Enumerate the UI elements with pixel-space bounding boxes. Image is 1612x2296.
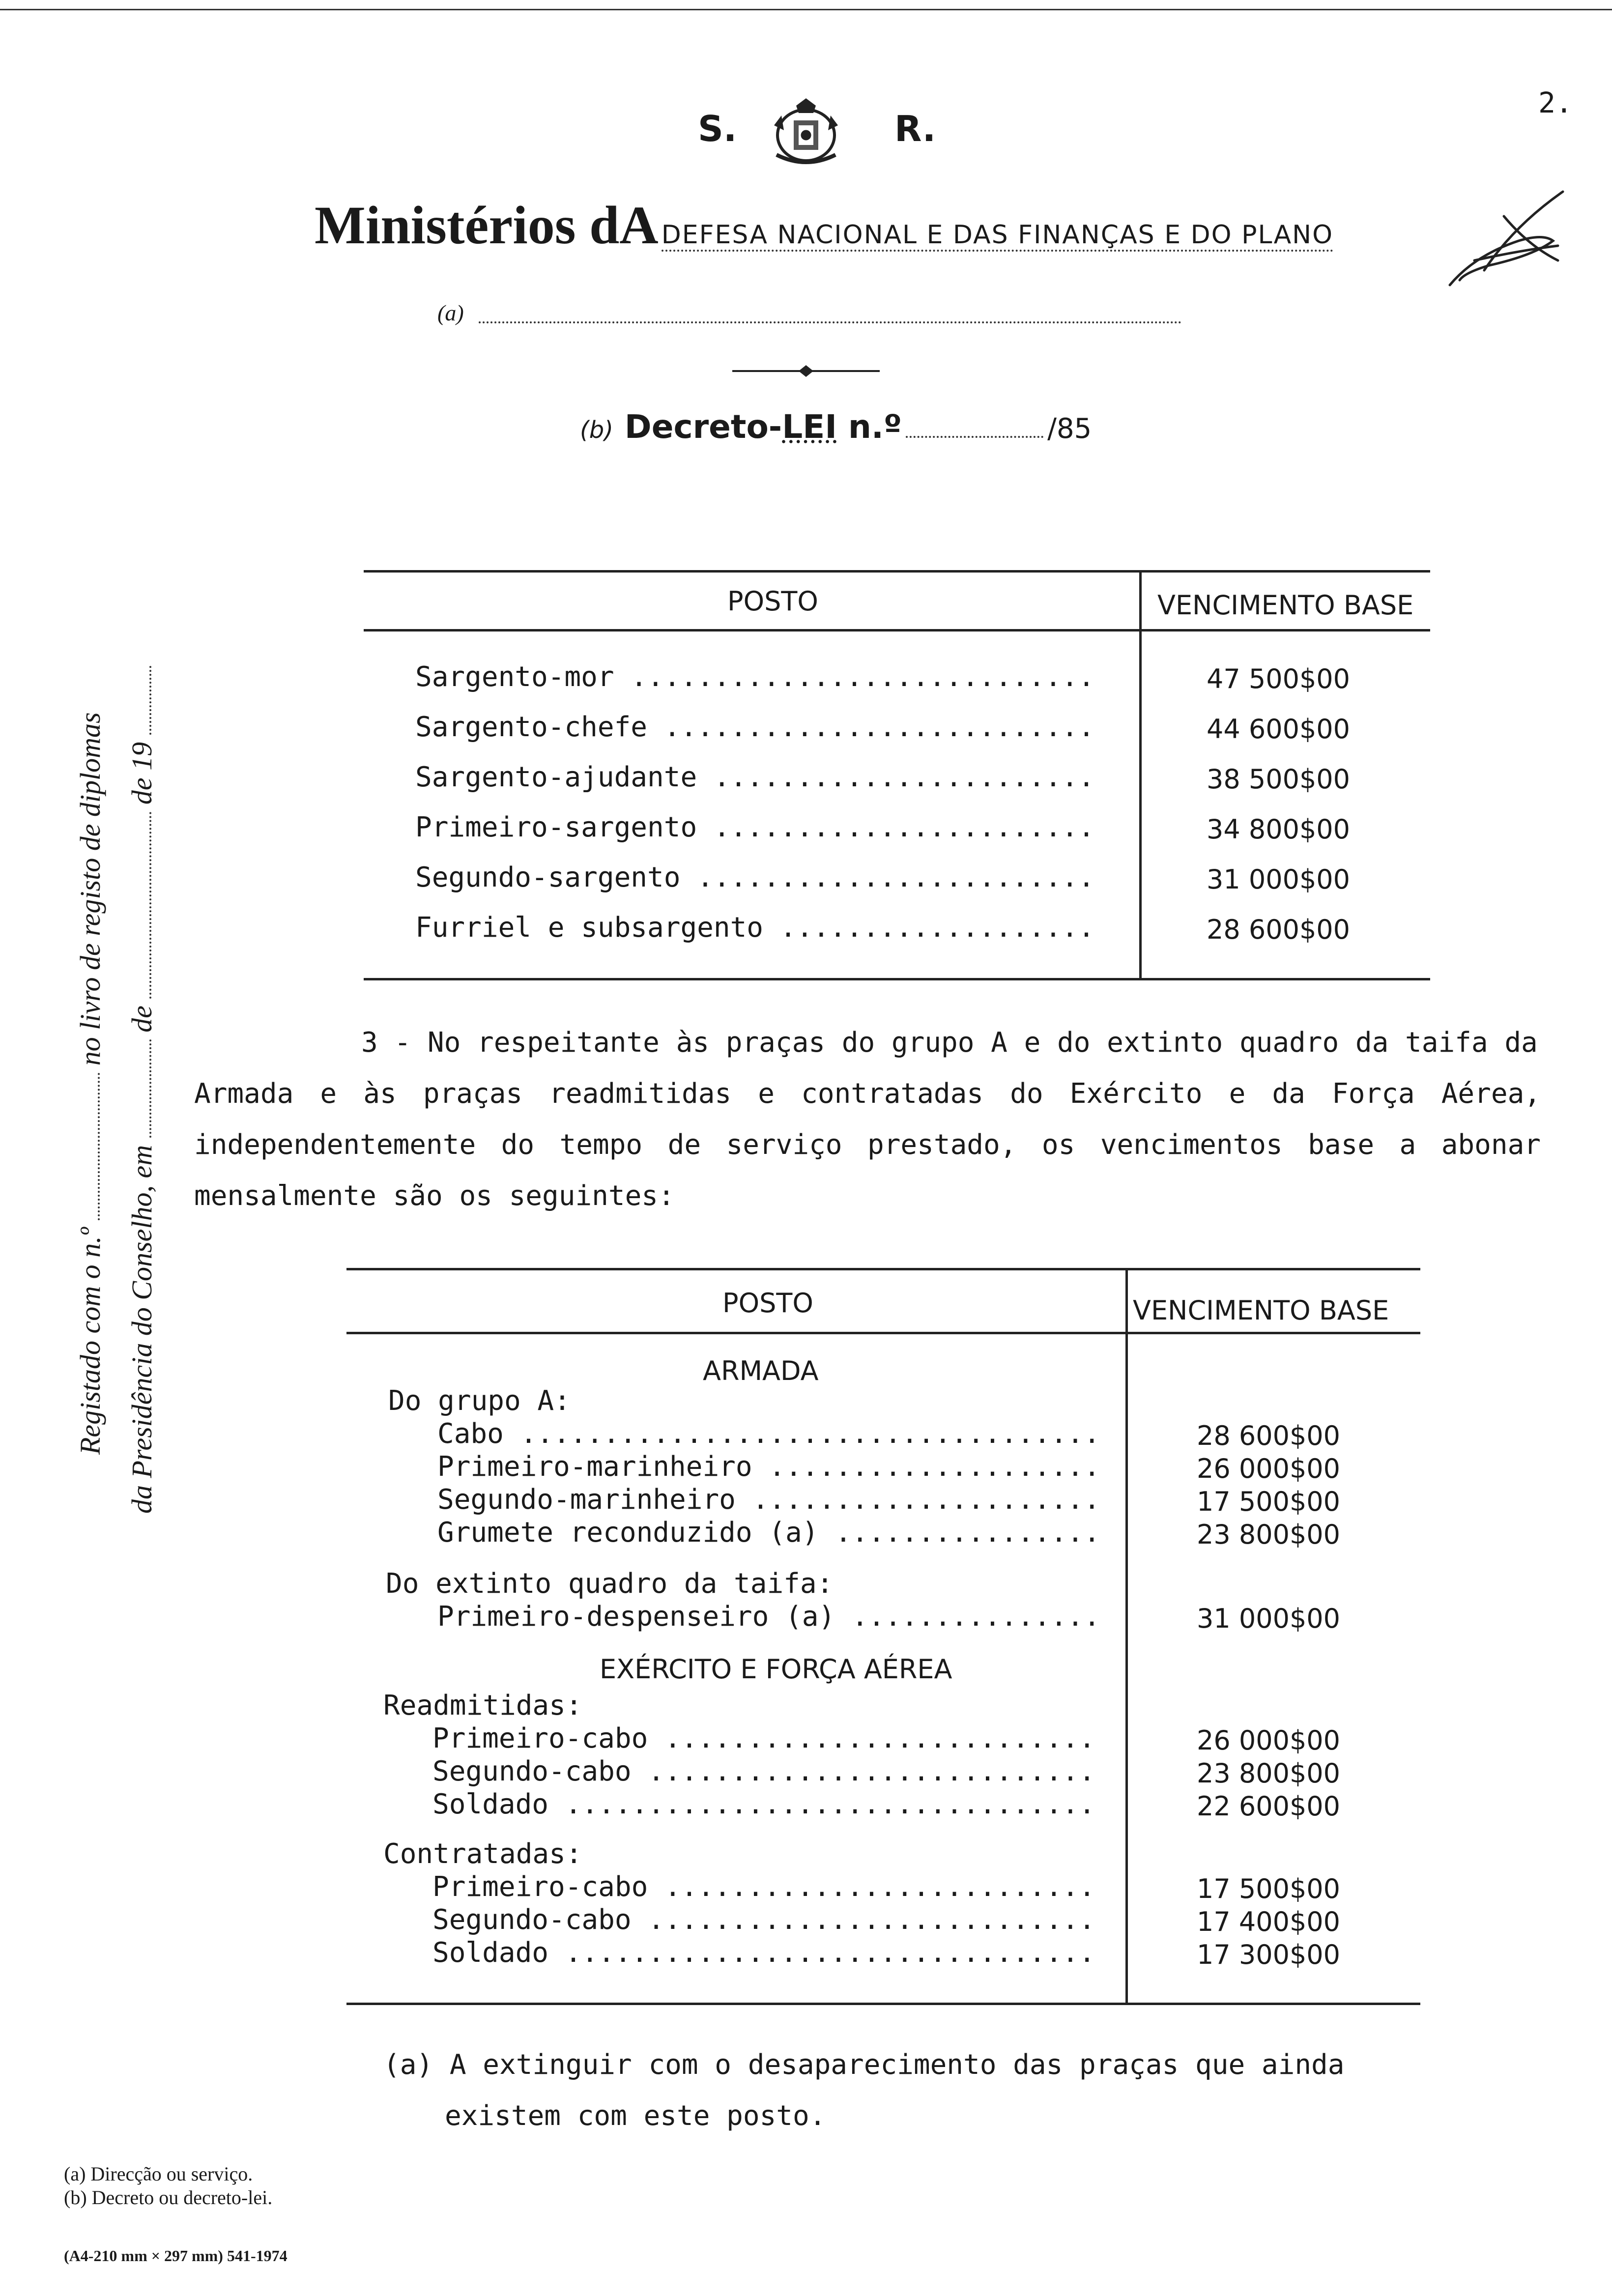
- decreto-n: n.º: [848, 408, 902, 446]
- table-cell-value: 26 000$00: [1197, 1453, 1341, 1484]
- table-cell-value: 26 000$00: [1197, 1725, 1341, 1756]
- margin-text-2: da Presidência do Conselho, em: [126, 1145, 158, 1514]
- table-sargentos: [364, 570, 1430, 988]
- group-heading: Do grupo A:: [388, 1385, 571, 1417]
- table-cell-value: 22 600$00: [1197, 1791, 1341, 1822]
- footnote-line-1: (a) A extinguir com o desaparecimento das praças que ainda: [383, 2049, 1345, 2081]
- decreto-b-label: (b): [580, 416, 613, 444]
- table-row: Primeiro-cabo ..........................: [432, 1871, 1095, 1903]
- ministerio-label: Ministérios dA: [315, 195, 659, 255]
- table-row: Segundo-sargento ........................: [415, 861, 1095, 893]
- footnote-line-2: existem com este posto.: [445, 2100, 826, 2132]
- top-rule: [0, 9, 1612, 10]
- table-row: Grumete reconduzido (a) ................: [437, 1517, 1100, 1549]
- ornamental-divider: [732, 361, 880, 381]
- table-cell-value: 38 500$00: [1207, 764, 1351, 795]
- table-cell-value: 31 000$00: [1197, 1603, 1341, 1634]
- table2-column-divider: [1125, 1268, 1128, 2005]
- margin-blank-3: [135, 812, 151, 999]
- page-number: 2.: [1538, 86, 1573, 119]
- table-row: Soldado ................................: [432, 1937, 1095, 1969]
- margin-blank-4: [135, 666, 151, 735]
- table-row: Primeiro-marinheiro ....................: [437, 1451, 1100, 1483]
- table-footnote: [383, 2039, 1366, 2142]
- direction-blank: [479, 307, 1181, 323]
- table1-header-posto: POSTO: [727, 586, 818, 617]
- margin-registration-line2: [125, 666, 158, 1514]
- table-row: Segundo-cabo ...........................: [432, 1755, 1095, 1787]
- table1-top-rule: [364, 570, 1430, 573]
- decreto-year: /85: [1047, 413, 1092, 445]
- sr-right: R.: [894, 108, 936, 149]
- table-row: Furriel e subsargento ...................: [415, 912, 1095, 944]
- table-cell-value: 17 400$00: [1197, 1906, 1341, 1937]
- margin-text-1b: no livro de registo de diplomas: [74, 712, 106, 1066]
- table-cell-value: 17 500$00: [1197, 1873, 1341, 1904]
- table-cell-value: 44 600$00: [1207, 714, 1351, 745]
- table-cell-value: 28 600$00: [1207, 914, 1351, 945]
- section-exercito: EXÉRCITO E FORÇA AÉREA: [600, 1654, 952, 1685]
- table-row: Sargento-ajudante .......................: [415, 761, 1095, 793]
- table-row: Sargento-chefe ..........................: [415, 711, 1095, 743]
- table2-header-posto: POSTO: [722, 1288, 813, 1319]
- table2-bottom-rule: [346, 2003, 1420, 2005]
- table2-top-rule: [346, 1268, 1420, 1270]
- ministerio-name: DEFESA NACIONAL E DAS FINANÇAS E DO PLANO: [662, 220, 1333, 252]
- table-row: Segundo-cabo ...........................: [432, 1904, 1095, 1936]
- direction-field: [437, 300, 1181, 326]
- table-row: Primeiro-despenseiro (a) ...............: [437, 1601, 1100, 1633]
- paragraph-first-line: 3 - No respeitante às praças do grupo A e do extinto quadro da taifa da: [361, 1027, 1538, 1059]
- table2-header-vencimento: VENCIMENTO BASE: [1133, 1295, 1389, 1326]
- decreto-line: [580, 408, 1092, 446]
- sr-left: S.: [698, 108, 737, 149]
- paragraph-rest: Armada e às praças readmitidas e contratadas do Exército e da Força Aérea, independentemente do tempo de serviço prestado, os vencimentos base a abonar mensalmente são os seguintes:: [194, 1078, 1541, 1212]
- table-cell-value: 23 800$00: [1197, 1519, 1341, 1550]
- table-row: Primeiro-cabo ..........................: [432, 1722, 1095, 1754]
- table-pracas: [346, 1268, 1420, 2015]
- table-cell-value: 47 500$00: [1207, 663, 1351, 694]
- table1-header-vencimento: VENCIMENTO BASE: [1157, 590, 1414, 621]
- table-row: Primeiro-sargento .......................: [415, 811, 1095, 843]
- margin-blank-2: [135, 1039, 151, 1138]
- form-footnotes: [64, 2162, 272, 2210]
- footnote-a: (a) Direcção ou serviço.: [64, 2163, 253, 2185]
- handwritten-signature: [1445, 187, 1568, 300]
- table1-header-rule: [364, 629, 1430, 631]
- table1-column-divider: [1139, 570, 1142, 980]
- table-cell-value: 31 000$00: [1207, 864, 1351, 895]
- margin-text-2c: de 19: [126, 742, 158, 805]
- group-heading: Readmitidas:: [383, 1690, 582, 1722]
- margin-blank-1: [83, 1073, 100, 1220]
- table-cell-value: 28 600$00: [1197, 1420, 1341, 1451]
- table2-header-rule: [346, 1332, 1420, 1334]
- footnote-b: (b) Decreto ou decreto-lei.: [64, 2186, 273, 2209]
- table-row: Soldado ................................: [432, 1788, 1095, 1820]
- margin-registration-line1: [74, 712, 107, 1455]
- decreto-lei: LEI: [782, 408, 837, 446]
- decreto-number-blank: [906, 416, 1043, 438]
- table-row: Sargento-mor ............................: [415, 661, 1095, 693]
- coat-of-arms-icon: [767, 96, 845, 170]
- table-cell-value: 34 800$00: [1207, 814, 1351, 845]
- table1-bottom-rule: [364, 978, 1430, 980]
- group-heading: Contratadas:: [383, 1838, 582, 1870]
- print-info: (A4-210 mm × 297 mm) 541-1974: [64, 2247, 288, 2265]
- margin-text-1: Registado com o n.º: [74, 1227, 106, 1455]
- group-heading: Do extinto quadro da taifa:: [386, 1568, 834, 1600]
- table-cell-value: 23 800$00: [1197, 1758, 1341, 1789]
- body-paragraph: [194, 1017, 1541, 1222]
- table-row: Cabo ...................................: [437, 1418, 1100, 1450]
- table-row: Segundo-marinheiro .....................: [437, 1484, 1100, 1516]
- table-cell-value: 17 300$00: [1197, 1939, 1341, 1970]
- decreto-label: Decreto-: [624, 408, 782, 446]
- direction-label: (a): [437, 300, 464, 325]
- table-cell-value: 17 500$00: [1197, 1486, 1341, 1517]
- margin-text-2b: de: [126, 1005, 158, 1033]
- sr-heading: [698, 108, 936, 149]
- section-armada: ARMADA: [703, 1355, 819, 1386]
- ministerio-line: [315, 194, 1333, 257]
